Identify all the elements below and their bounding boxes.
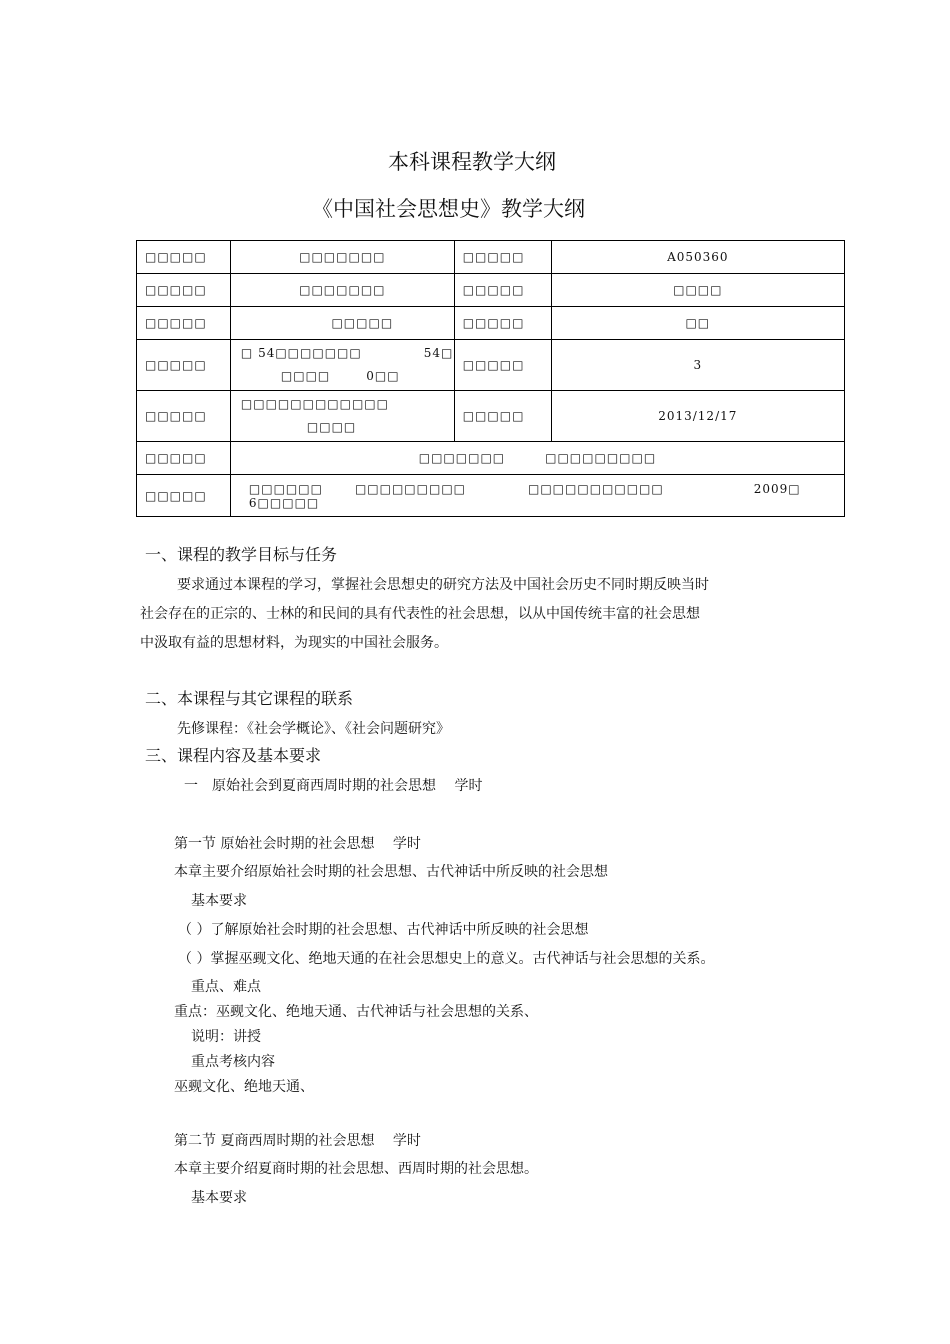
section-heading: 二、本课程与其它课程的联系 [145,689,354,708]
cell-part: 2009□ [753,481,801,496]
table-cell: □□□□□ [137,340,231,391]
table-cell: □□□□ [551,274,844,307]
paragraph-line: 本章主要介绍原始社会时期的社会思想、古代神话中所反映的社会思想 [174,864,608,880]
paragraph-line: 重点：巫觋文化、绝地天通、古代神话与社会思想的关系、 [174,1004,538,1020]
cell-part: □□□□□□ [248,481,323,496]
cell-line: □□□□ [306,420,357,434]
table-cell: □□□□□ [137,475,231,517]
cell-part: □□□□□□□□□□□ [528,481,664,496]
table-cell [230,442,844,475]
table-cell: □□□□□ [454,307,551,340]
table-row [137,307,845,340]
hours-lab: 0□□ [366,369,400,383]
hours-label: □□□□ [280,369,331,383]
hours-cell [230,340,454,391]
table-cell: □□□□□ [137,274,231,307]
table-cell: □□□□□ [454,391,551,442]
table-row [137,340,845,391]
table-row [137,475,845,517]
table-cell: □□□□□ [137,442,231,475]
table-cell: □□□□□ [137,391,231,442]
table-cell: □□□□□ [230,307,454,340]
course-title: 《中国社会思想史》教学大纲 [312,197,585,221]
table-cell: □□□□□ [137,241,231,274]
table-cell: □□□□□ [454,274,551,307]
table-cell [230,391,454,442]
section-heading: 三、课程内容及基本要求 [145,746,322,765]
paragraph-line: 本章主要介绍夏商时期的社会思想、西周时期的社会思想。 [174,1161,538,1177]
list-item: （ ）了解原始社会时期的社会思想、古代神话中所反映的社会思想 [178,922,589,938]
subsection-title: 第二节 夏商西周时期的社会思想 学时 [174,1133,421,1149]
table-cell: □□□□□□□ [230,274,454,307]
credits-cell: 3 [551,340,844,391]
table-row [137,391,845,442]
table-row [137,241,845,274]
cell-part: □□□□□□□ [418,451,506,465]
label: 重点考核内容 [191,1054,275,1070]
section-heading: 一、课程的教学目标与任务 [145,545,338,564]
course-info-table [136,240,845,517]
label: 基本要求 [191,1190,247,1206]
chapter-title: 一 原始社会到夏商西周时期的社会思想 学时 [184,778,483,794]
date-cell: 2013/12/17 [551,391,844,442]
table-row [137,274,845,307]
paragraph-line: 巫觋文化、绝地天通、 [174,1079,314,1095]
cell-part: 6□□□□□ [248,495,320,510]
course-code-cell: A050360 [551,241,844,274]
page-title: 本科课程教学大纲 [388,150,556,174]
label: 重点、难点 [191,979,261,995]
list-item: （ ）掌握巫觋文化、绝地天通的在社会思想史上的意义。古代神话与社会思想的关系。 [178,951,715,967]
hours-total: □ 54□□□□□□□ [240,346,362,360]
cell-part: □□□□□□□□□ [545,451,657,465]
label: 基本要求 [191,893,247,909]
table-cell: □□□□□ [454,241,551,274]
paragraph-line: 要求通过本课程的学习，掌握社会思想史的研究方法及中国社会历史不同时期反映当时 [177,577,709,593]
label: 说明：讲授 [191,1029,261,1045]
prerequisites: 先修课程：《社会学概论》、《社会问题研究》 [177,721,450,737]
table-row [137,442,845,475]
textbook-cell [230,475,844,517]
table-cell: □□□□□ [454,340,551,391]
cell-line: □□□□□□□□□□□□ [240,397,389,411]
table-cell: □□ [551,307,844,340]
subsection-title: 第一节 原始社会时期的社会思想 学时 [174,836,421,852]
cell-part: □□□□□□□□□ [354,481,466,496]
table-cell: □□□□□ [137,307,231,340]
hours-lecture: 54□ [423,346,454,360]
paragraph-line: 中汲取有益的思想材料，为现实的中国社会服务。 [140,635,448,651]
table-cell: □□□□□□□ [230,241,454,274]
paragraph-line: 社会存在的正宗的、士林的和民间的具有代表性的社会思想，以从中国传统丰富的社会思想 [140,606,700,622]
